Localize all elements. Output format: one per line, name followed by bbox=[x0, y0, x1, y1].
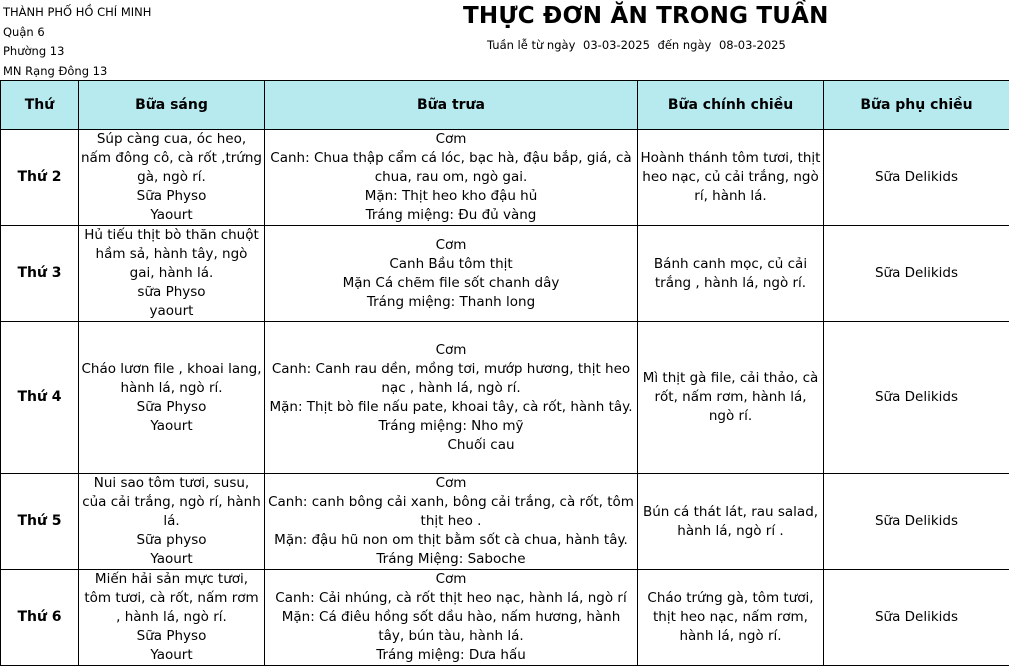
breakfast-line: Hủ tiếu thịt bò thăn chuột hầm sả, hành tây, ngò gai, hành lá. bbox=[81, 226, 262, 283]
breakfast-line: Sữa Physo bbox=[81, 187, 262, 206]
col-header-lunch: Bữa trưa bbox=[265, 81, 638, 130]
lunch-line: Mặn: Thịt bò file nấu pate, khoai tây, cà rốt, hành tây. bbox=[267, 398, 635, 417]
lunch-line: Mặn Cá chẽm file sốt chanh dây bbox=[267, 274, 635, 293]
col-header-day: Thứ bbox=[1, 81, 79, 130]
lunch-cell bbox=[265, 570, 638, 666]
afternoon-snack-cell: Sữa Delikids bbox=[824, 474, 1009, 570]
school-info bbox=[3, 3, 151, 81]
breakfast-line: Súp càng cua, óc heo, nấm đông cô, cà rốt ,trứng gà, ngò rí. bbox=[81, 130, 262, 187]
breakfast-cell bbox=[79, 570, 265, 666]
lunch-line: Tráng miệng: Dưa hấu bbox=[267, 646, 635, 665]
lunch-line: Tráng miệng: Thanh long bbox=[267, 293, 635, 312]
afternoon-main-cell: Bún cá thát lát, rau salad, hành lá, ngò rí . bbox=[638, 474, 824, 570]
afternoon-snack-cell: Sữa Delikids bbox=[824, 570, 1009, 666]
breakfast-line: Yaourt bbox=[81, 550, 262, 569]
lunch-line: Canh Bầu tôm thịt bbox=[267, 255, 635, 274]
lunch-line: Cơm bbox=[267, 130, 635, 149]
lunch-line: Mặn: đậu hũ non om thịt bằm sốt cà chua, hành tây. bbox=[267, 531, 635, 550]
afternoon-main-cell: Mì thịt gà file, cải thảo, cà rốt, nấm rơm, hành lá, ngò rí. bbox=[638, 322, 824, 474]
page-title: THỰC ĐƠN ĂN TRONG TUẦN bbox=[463, 3, 863, 29]
breakfast-line: Miến hải sản mực tươi, tôm tươi, cà rốt, nấm rơm , hành lá, ngò rí. bbox=[81, 570, 262, 627]
lunch-line: Mặn: Cá điêu hồng sốt dầu hào, nấm hương, hành tây, bún tàu, hành lá. bbox=[267, 608, 635, 646]
lunch-line: Canh: canh bông cải xanh, bông cải trắng, cà rốt, tôm thịt heo . bbox=[267, 493, 635, 531]
week-label: Tuần lễ từ ngày bbox=[487, 38, 575, 52]
table-row bbox=[1, 130, 1009, 226]
breakfast-line: Sữa physo bbox=[81, 531, 262, 550]
lunch-line: Tráng miệng: Nho mỹ bbox=[267, 417, 635, 436]
lunch-line: Chuối cau bbox=[267, 436, 635, 455]
lunch-line: Canh: Canh rau dền, mồng tơi, mướp hương, thịt heo nạc , hành lá, ngò rí. bbox=[267, 360, 635, 398]
col-header-breakfast: Bữa sáng bbox=[79, 81, 265, 130]
breakfast-line: Sữa Physo bbox=[81, 627, 262, 646]
breakfast-cell bbox=[79, 130, 265, 226]
breakfast-line: Yaourt bbox=[81, 206, 262, 225]
weekly-menu-table bbox=[0, 80, 1009, 666]
lunch-cell bbox=[265, 322, 638, 474]
afternoon-main-cell: Bánh canh mọc, củ cải trắng , hành lá, ngò rí. bbox=[638, 226, 824, 322]
table-row bbox=[1, 570, 1009, 666]
breakfast-line: yaourt bbox=[81, 302, 262, 321]
to-label: đến ngày bbox=[658, 38, 712, 52]
breakfast-line: Nui sao tôm tươi, susu, của cải trắng, ngò rí, hành lá. bbox=[81, 474, 262, 531]
lunch-line: Cơm bbox=[267, 341, 635, 360]
lunch-line: Canh: Cải nhúng, cà rốt thịt heo nạc, hành lá, ngò rí bbox=[267, 589, 635, 608]
breakfast-line: Yaourt bbox=[81, 417, 262, 436]
breakfast-cell bbox=[79, 474, 265, 570]
from-date: 03-03-2025 bbox=[583, 38, 650, 52]
day-cell: Thứ 3 bbox=[1, 226, 79, 322]
lunch-cell bbox=[265, 226, 638, 322]
day-cell: Thứ 2 bbox=[1, 130, 79, 226]
day-cell: Thứ 4 bbox=[1, 322, 79, 474]
ward-label: Phường 13 bbox=[3, 42, 151, 62]
day-cell: Thứ 6 bbox=[1, 570, 79, 666]
afternoon-main-cell: Hoành thánh tôm tươi, thịt heo nạc, củ cải trắng, ngò rí, hành lá. bbox=[638, 130, 824, 226]
lunch-line: Cơm bbox=[267, 570, 635, 589]
to-date: 08-03-2025 bbox=[719, 38, 786, 52]
lunch-cell bbox=[265, 474, 638, 570]
breakfast-cell bbox=[79, 226, 265, 322]
table-row bbox=[1, 226, 1009, 322]
afternoon-snack-cell: Sữa Delikids bbox=[824, 226, 1009, 322]
breakfast-cell bbox=[79, 322, 265, 474]
lunch-line: Mặn: Thịt heo kho đậu hủ bbox=[267, 187, 635, 206]
table-header-row bbox=[1, 81, 1009, 130]
lunch-cell bbox=[265, 130, 638, 226]
breakfast-line: sữa Physo bbox=[81, 283, 262, 302]
city-label: THÀNH PHỐ HỒ CHÍ MINH bbox=[3, 3, 151, 23]
school-label: MN Rạng Đông 13 bbox=[3, 62, 151, 82]
lunch-line: Cơm bbox=[267, 236, 635, 255]
afternoon-main-cell: Cháo trứng gà, tôm tươi, thịt heo nạc, nấm rơm, hành lá, ngò rí. bbox=[638, 570, 824, 666]
table-row bbox=[1, 322, 1009, 474]
lunch-line: Tráng miệng: Đu đủ vàng bbox=[267, 206, 635, 225]
week-range bbox=[487, 38, 790, 52]
col-header-afternoon-snack: Bữa phụ chiều bbox=[824, 81, 1009, 130]
day-cell: Thứ 5 bbox=[1, 474, 79, 570]
breakfast-line: Yaourt bbox=[81, 646, 262, 665]
lunch-line: Cơm bbox=[267, 474, 635, 493]
breakfast-line: Sữa Physo bbox=[81, 398, 262, 417]
district-label: Quận 6 bbox=[3, 23, 151, 43]
lunch-line: Tráng Miệng: Saboche bbox=[267, 550, 635, 569]
lunch-line: Canh: Chua thập cẩm cá lóc, bạc hà, đậu bắp, giá, cà chua, rau om, ngò gai. bbox=[267, 149, 635, 187]
breakfast-line: Cháo lươn file , khoai lang, hành lá, ngò rí. bbox=[81, 360, 262, 398]
afternoon-snack-cell: Sữa Delikids bbox=[824, 130, 1009, 226]
afternoon-snack-cell: Sữa Delikids bbox=[824, 322, 1009, 474]
col-header-afternoon-main: Bữa chính chiều bbox=[638, 81, 824, 130]
table-row bbox=[1, 474, 1009, 570]
